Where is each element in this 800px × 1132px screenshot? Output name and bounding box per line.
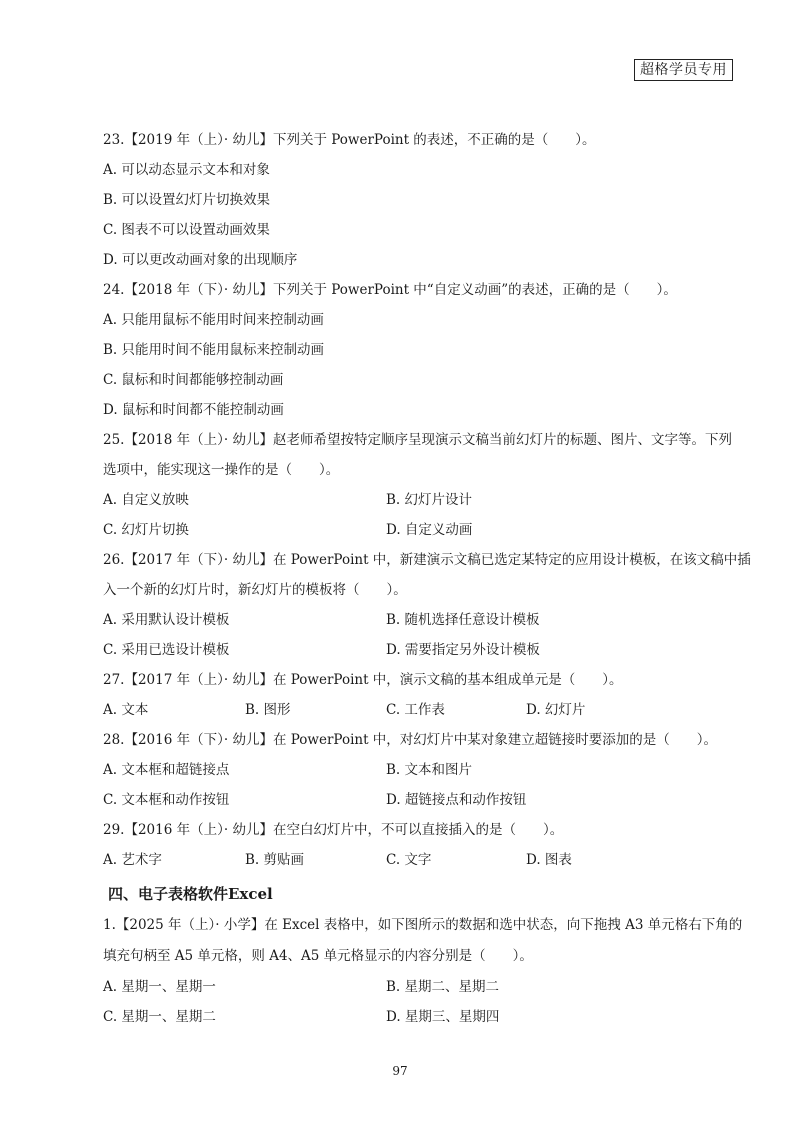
q27-option-d: D. 幻灯片 xyxy=(526,702,586,718)
q25-option-c: C. 幻灯片切换 xyxy=(103,522,189,538)
header-badge: 超格学员专用 xyxy=(634,59,733,81)
q23-option-a: A. 可以动态显示文本和对象 xyxy=(103,162,270,178)
q25-option-a: A. 自定义放映 xyxy=(103,492,189,508)
q25-stem-line1: 25.【2018 年（上）· 幼儿】赵老师希望按特定顺序呈现演示文稿当前幻灯片的标题、图片、文字等。下列 xyxy=(103,432,732,448)
q26-stem-line1: 26.【2017 年（下）· 幼儿】在 PowerPoint 中，新建演示文稿已选定某特定的应用设计模板，在该文稿中插 xyxy=(103,552,751,568)
e1-stem-line1: 1.【2025 年（上）· 小学】在 Excel 表格中，如下图所示的数据和选中状态，向下拖拽 A3 单元格右下角的 xyxy=(103,917,743,933)
q29-option-b: B. 剪贴画 xyxy=(245,852,305,868)
q27-option-c: C. 工作表 xyxy=(386,702,445,718)
q25-option-b: B. 幻灯片设计 xyxy=(386,492,473,508)
q24-option-b: B. 只能用时间不能用鼠标来控制动画 xyxy=(103,342,325,358)
q29-option-d: D. 图表 xyxy=(526,852,572,868)
e1-option-d: D. 星期三、星期四 xyxy=(386,1009,500,1025)
q23-option-b: B. 可以设置幻灯片切换效果 xyxy=(103,192,271,208)
section-title: 四、电子表格软件Excel xyxy=(108,885,273,903)
q29-option-a: A. 艺术字 xyxy=(103,852,162,868)
q26-stem-line2: 入一个新的幻灯片时，新幻灯片的模板将（ ）。 xyxy=(103,582,407,598)
q23-stem: 23.【2019 年（上）· 幼儿】下列关于 PowerPoint 的表述，不正确的是（ ）。 xyxy=(103,132,596,148)
e1-option-c: C. 星期一、星期二 xyxy=(103,1009,216,1025)
q23-option-c: C. 图表不可以设置动画效果 xyxy=(103,222,270,238)
q26-option-b: B. 随机选择任意设计模板 xyxy=(386,612,540,628)
q28-stem: 28.【2016 年（下）· 幼儿】在 PowerPoint 中，对幻灯片中某对象建立超链接时要添加的是（ ）。 xyxy=(103,732,718,748)
q27-stem: 27.【2017 年（上）· 幼儿】在 PowerPoint 中，演示文稿的基本组成单元是（ ）。 xyxy=(103,672,623,688)
page-number: 97 xyxy=(392,1064,408,1078)
e1-stem-line2: 填充句柄至 A5 单元格，则 A4、A5 单元格显示的内容分别是（ ）。 xyxy=(103,948,533,964)
q26-option-c: C. 采用已选设计模板 xyxy=(103,642,230,658)
q26-option-a: A. 采用默认设计模板 xyxy=(103,612,230,628)
q24-stem: 24.【2018 年（下）· 幼儿】下列关于 PowerPoint 中“自定义动画”的表述，正确的是（ ）。 xyxy=(103,282,677,298)
q29-option-c: C. 文字 xyxy=(386,852,432,868)
e1-option-b: B. 星期二、星期二 xyxy=(386,979,500,995)
q26-option-d: D. 需要指定另外设计模板 xyxy=(386,642,540,658)
q24-option-d: D. 鼠标和时间都不能控制动画 xyxy=(103,402,284,418)
q24-option-a: A. 只能用鼠标不能用时间来控制动画 xyxy=(103,312,324,328)
e1-option-a: A. 星期一、星期一 xyxy=(103,979,216,995)
q25-option-d: D. 自定义动画 xyxy=(386,522,473,538)
q28-option-c: C. 文本框和动作按钮 xyxy=(103,792,230,808)
q28-option-d: D. 超链接点和动作按钮 xyxy=(386,792,527,808)
q28-option-a: A. 文本框和超链接点 xyxy=(103,762,230,778)
q28-option-b: B. 文本和图片 xyxy=(386,762,473,778)
q24-option-c: C. 鼠标和时间都能够控制动画 xyxy=(103,372,284,388)
q29-stem: 29.【2016 年（上）· 幼儿】在空白幻灯片中，不可以直接插入的是（ ）。 xyxy=(103,822,564,838)
q23-option-d: D. 可以更改动画对象的出现顺序 xyxy=(103,252,298,268)
q27-option-a: A. 文本 xyxy=(103,702,149,718)
q27-option-b: B. 图形 xyxy=(245,702,291,718)
q25-stem-line2: 选项中，能实现这一操作的是（ ）。 xyxy=(103,462,340,478)
